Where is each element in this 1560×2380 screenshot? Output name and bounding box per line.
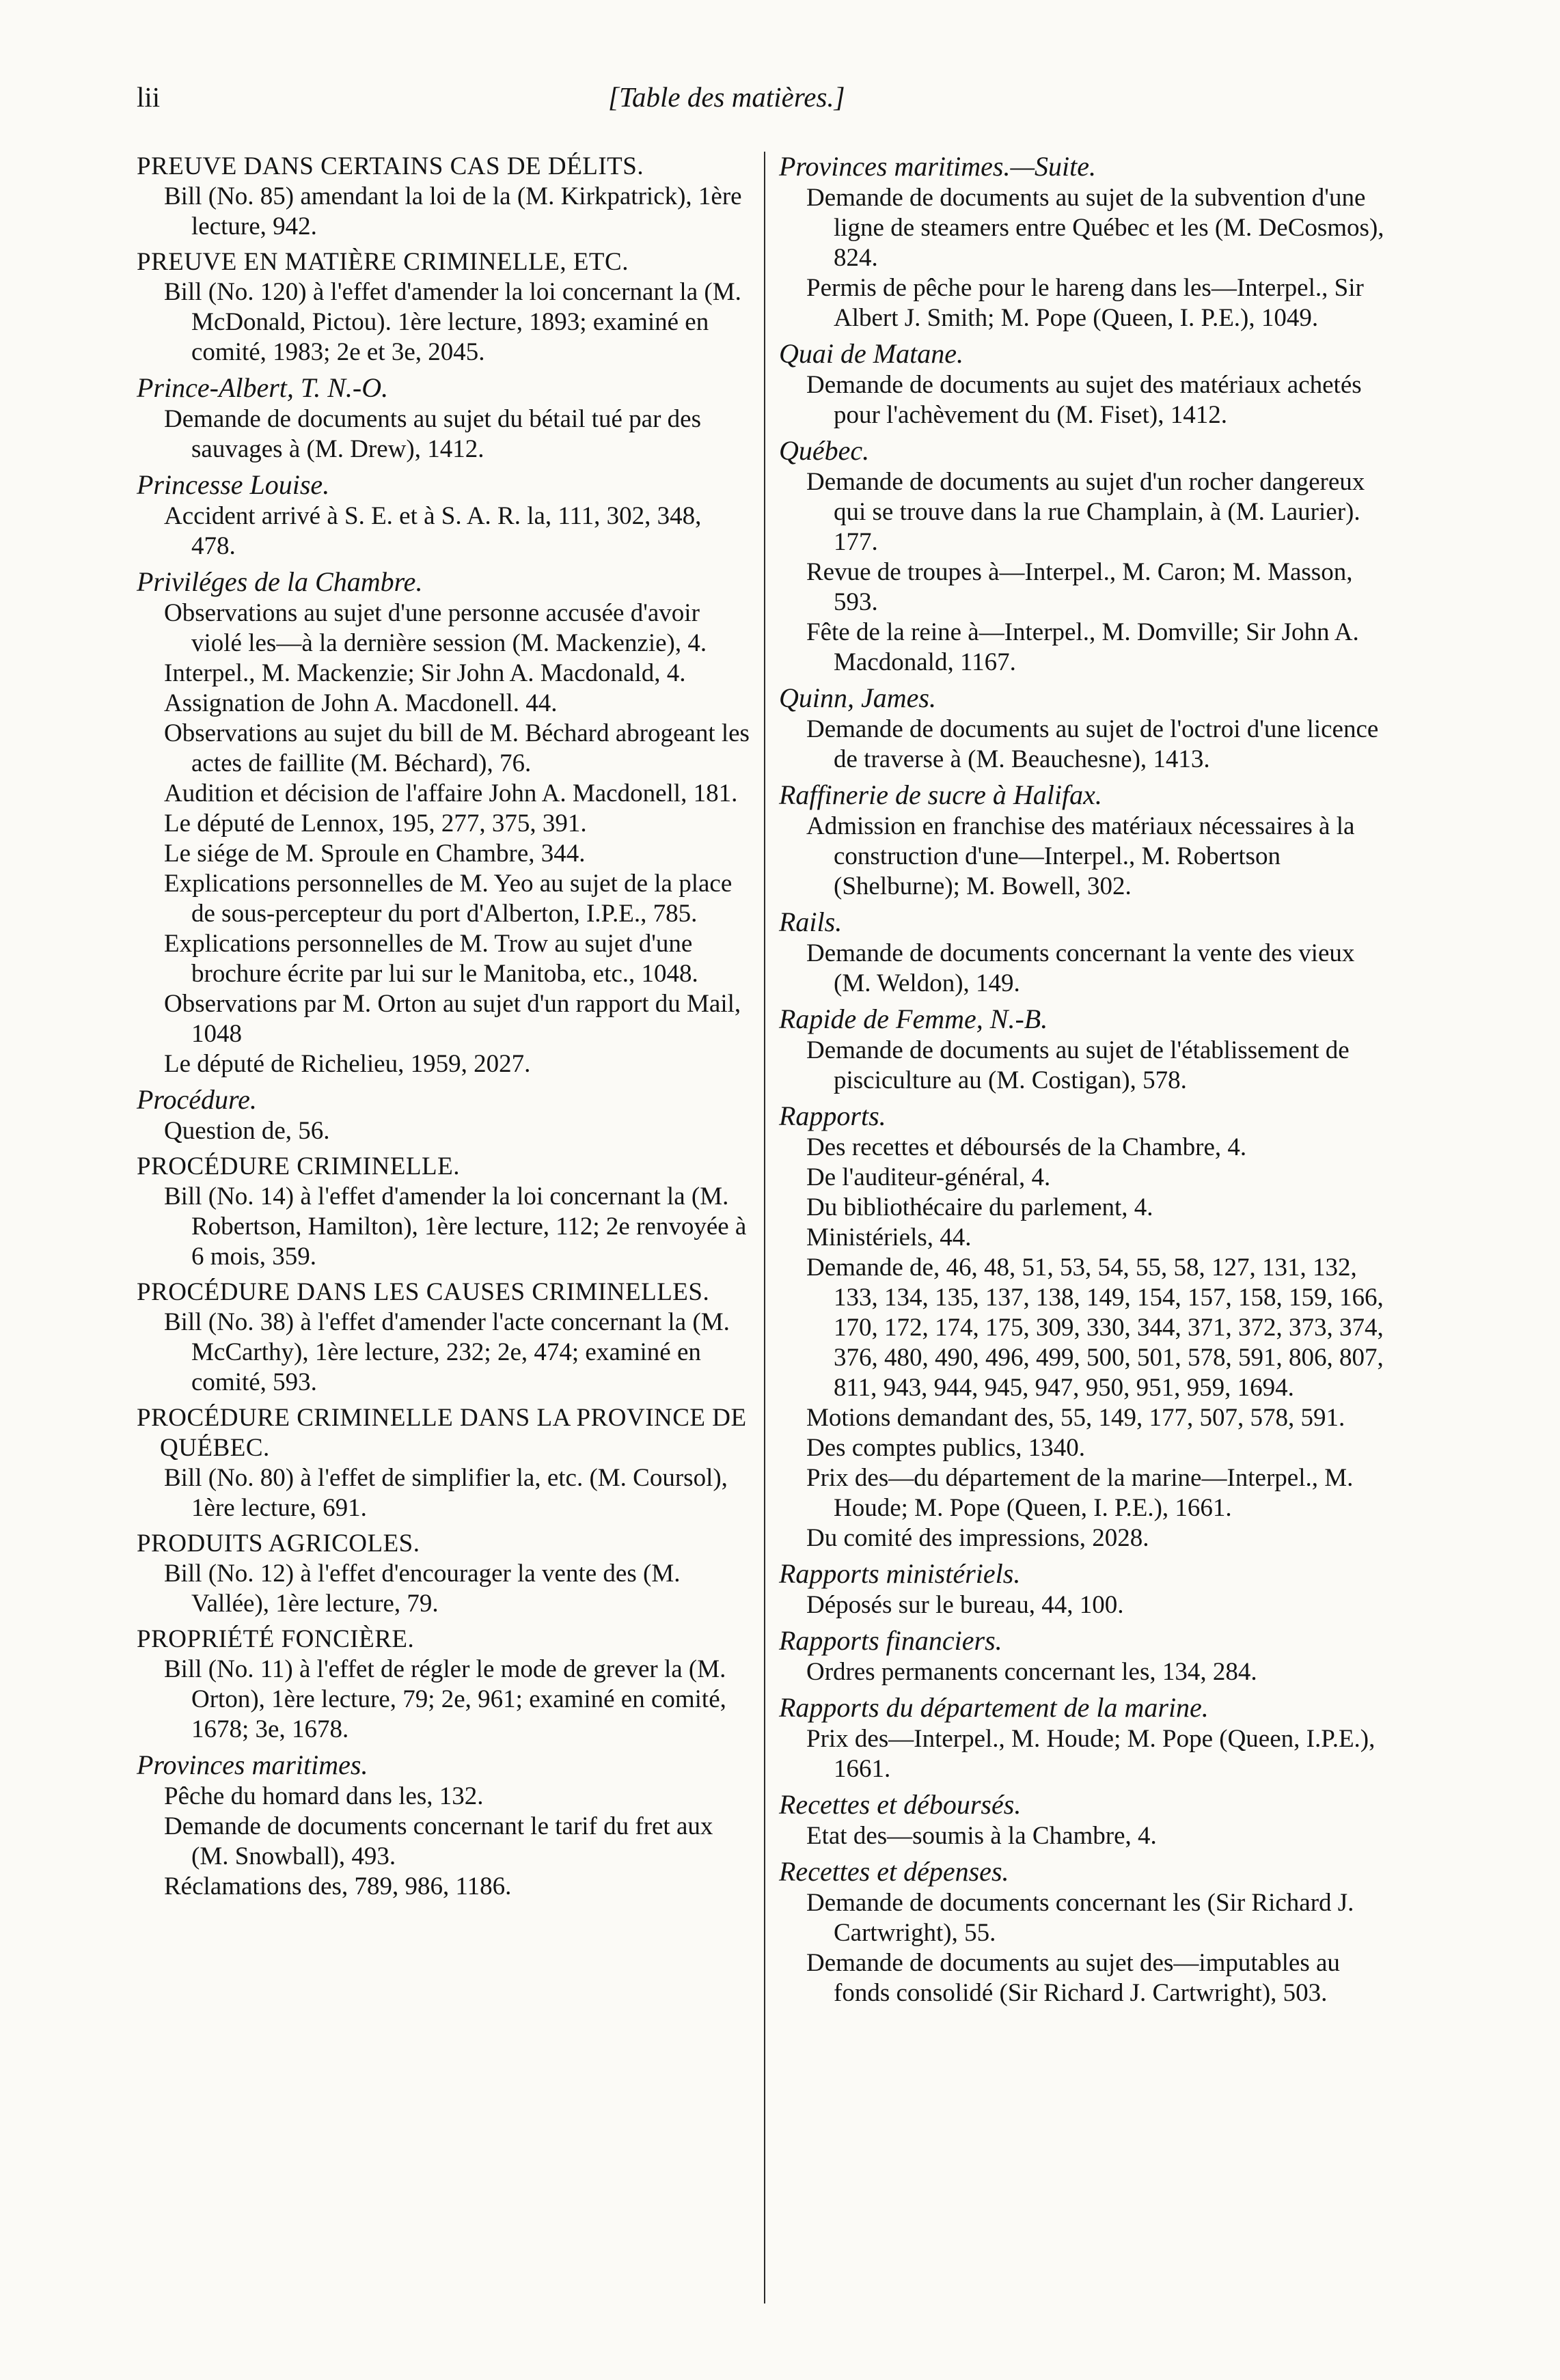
index-heading: Princesse Louise. [137, 469, 330, 500]
index-subentry: Prix des—Interpel., M. Houde; M. Pope (Queen, I.P.E.), 1661. [806, 1725, 1376, 1783]
index-entry [779, 1693, 1394, 1784]
index-heading: Recettes et dépenses. [779, 1856, 1009, 1887]
index-subentry: Demande de documents au sujet de l'octroi d'une licence de traverse à (M. Beauchesne), 1413. [806, 715, 1379, 773]
index-subentry: Des comptes publics, 1340. [806, 1434, 1085, 1462]
index-subentry: Observations au sujet du bill de M. Béchard abrogeant les actes de faillite (M. Béchard), 76. [164, 719, 750, 777]
index-subentry: Bill (No. 120) à l'effet d'amender la loi concernant la (M. McDonald, Pictou). 1ère lecture, 1893; examiné en comité, 1983; 2e et 3e, 2045. [164, 278, 741, 366]
index-subentry: Demande de documents concernant le tarif du fret aux (M. Snowball), 493. [164, 1812, 713, 1870]
index-entry [137, 373, 752, 465]
index-subentry: Interpel., M. Mackenzie; Sir John A. Macdonald, 4. [164, 659, 686, 687]
index-subentry: Motions demandant des, 55, 149, 177, 507, 578, 591. [806, 1404, 1345, 1432]
index-subentry: Bill (No. 11) à l'effet de régler le mode de grever la (M. Orton), 1ère lecture, 79; 2e, 961; examiné en comité, 1678; 3e, 1678. [164, 1655, 726, 1743]
index-heading: Rails. [779, 907, 843, 937]
index-column-left [137, 152, 752, 1907]
index-entry [779, 1004, 1394, 1096]
index-entry [779, 1790, 1394, 1851]
index-heading: Quai de Matane. [779, 338, 963, 369]
index-entry [137, 1529, 752, 1619]
index-subentry: Bill (No. 38) à l'effet d'amender l'acte concernant la (M. McCarthy), 1ère lecture, 232; 2e, 474; examiné en comité, 593. [164, 1308, 730, 1396]
index-subentry: Observations au sujet d'une personne accusée d'avoir violé les—à la dernière session (M. Mackenzie), 4. [164, 599, 707, 657]
index-heading: Raffinerie de sucre à Halifax. [779, 779, 1102, 810]
index-subentry: Etat des—soumis à la Chambre, 4. [806, 1822, 1157, 1850]
index-entry [137, 247, 752, 368]
index-entry [137, 1750, 752, 1902]
index-entry [137, 152, 752, 242]
index-subentry: Du comité des impressions, 2028. [806, 1524, 1149, 1552]
index-subentry: Demande de documents au sujet des matériaux achetés pour l'achèvement du (M. Fiset), 1412. [806, 371, 1362, 429]
index-subentry: Pêche du homard dans les, 132. [164, 1782, 484, 1810]
index-subentry: Fête de la reine à—Interpel., M. Domville; Sir John A. Macdonald, 1167. [806, 618, 1359, 676]
index-entry [779, 152, 1394, 333]
index-subentry: De l'auditeur-général, 4. [806, 1163, 1051, 1191]
index-heading: PROPRIÉTÉ FONCIÈRE. [137, 1625, 415, 1653]
index-subentry: Le député de Lennox, 195, 277, 375, 391. [164, 810, 587, 838]
index-subentry: Du bibliothécaire du parlement, 4. [806, 1193, 1153, 1221]
index-subentry: Ministériels, 44. [806, 1223, 972, 1251]
index-subentry: Explications personnelles de M. Yeo au sujet de la place de sous-percepteur du port d'Alberton, I.P.E., 785. [164, 870, 733, 928]
index-heading: Procédure. [137, 1084, 257, 1115]
index-heading: Rapports du département de la marine. [779, 1692, 1209, 1723]
index-subentry: Demande de documents au sujet de la subvention d'une ligne de steamers entre Québec et les (M. DeCosmos), 824. [806, 184, 1384, 272]
page-header [137, 81, 1423, 122]
index-subentry: Question de, 56. [164, 1117, 330, 1145]
index-heading: Priviléges de la Chambre. [137, 566, 423, 597]
index-heading: PREUVE EN MATIÈRE CRIMINELLE, ETC. [137, 248, 629, 276]
index-heading: Quinn, James. [779, 682, 936, 713]
index-entry [779, 1559, 1394, 1620]
index-subentry: Accident arrivé à S. E. et à S. A. R. la, 111, 302, 348, 478. [164, 502, 702, 560]
index-subentry: Ordres permanents concernant les, 134, 284. [806, 1658, 1257, 1686]
index-subentry: Permis de pêche pour le hareng dans les—Interpel., Sir Albert J. Smith; M. Pope (Queen, I. P.E.), 1049. [806, 274, 1364, 332]
index-subentry: Demande de documents concernant la vente des vieux (M. Weldon), 149. [806, 939, 1355, 997]
index-entry [137, 1152, 752, 1272]
page-number: lii [137, 81, 161, 113]
index-subentry: Bill (No. 85) amendant la loi de la (M. Kirkpatrick), 1ère lecture, 942. [164, 182, 742, 240]
index-heading: PROCÉDURE CRIMINELLE. [137, 1152, 460, 1180]
index-subentry: Bill (No. 12) à l'effet d'encourager la vente des (M. Vallée), 1ère lecture, 79. [164, 1560, 681, 1618]
index-subentry: Observations par M. Orton au sujet d'un rapport du Mail, 1048 [164, 990, 741, 1048]
index-subentry: Le siége de M. Sproule en Chambre, 344. [164, 840, 586, 868]
index-entry [137, 1085, 752, 1146]
index-column-right [779, 152, 1394, 2014]
index-subentry: Déposés sur le bureau, 44, 100. [806, 1591, 1124, 1619]
index-entry [779, 683, 1394, 775]
index-heading: Provinces maritimes.—Suite. [779, 151, 1097, 182]
index-entry [137, 1403, 752, 1523]
index-subentry: Revue de troupes à—Interpel., M. Caron; M. Masson, 593. [806, 558, 1353, 616]
index-heading: Rapide de Femme, N.-B. [779, 1004, 1048, 1034]
index-entry [779, 907, 1394, 999]
index-subentry: Demande de documents au sujet de l'établissement de pisciculture au (M. Costigan), 578. [806, 1036, 1350, 1094]
index-heading: Recettes et déboursés. [779, 1789, 1022, 1820]
index-entry [779, 1101, 1394, 1553]
index-heading: Provinces maritimes. [137, 1749, 368, 1780]
index-subentry: Audition et décision de l'affaire John A. Macdonell, 181. [164, 779, 738, 807]
index-entry [779, 339, 1394, 430]
index-heading: PREUVE DANS CERTAINS CAS DE DÉLITS. [137, 152, 644, 180]
running-title: [Table des matières.] [608, 81, 845, 113]
index-entry [137, 1277, 752, 1398]
index-subentry: Demande de documents au sujet d'un rocher dangereux qui se trouve dans la rue Champlain, à (M. Laurier). 177. [806, 468, 1365, 556]
index-entry [779, 1626, 1394, 1687]
index-subentry: Le député de Richelieu, 1959, 2027. [164, 1050, 531, 1078]
index-subentry: Prix des—du département de la marine—Interpel., M. Houde; M. Pope (Queen, I. P.E.), 1661. [806, 1464, 1354, 1522]
index-entry [779, 780, 1394, 902]
index-subentry: Demande de documents au sujet des—imputables au fonds consolidé (Sir Richard J. Cartwright), 503. [806, 1949, 1340, 2007]
index-subentry: Admission en franchise des matériaux nécessaires à la construction d'une—Interpel., M. Robertson (Shelburne); M. Bowell, 302. [806, 812, 1355, 900]
column-divider [764, 152, 765, 2303]
index-heading: Prince-Albert, T. N.-O. [137, 372, 389, 403]
index-heading: Rapports financiers. [779, 1625, 1002, 1656]
index-subentry: Des recettes et déboursés de la Chambre, 4. [806, 1133, 1247, 1161]
index-heading: Rapports. [779, 1101, 886, 1131]
index-subentry: Assignation de John A. Macdonell. 44. [164, 689, 558, 717]
index-heading: PRODUITS AGRICOLES. [137, 1530, 420, 1558]
index-heading: Québec. [779, 435, 870, 466]
index-entry [779, 1857, 1394, 2008]
index-subentry: Demande de documents concernant les (Sir Richard J. Cartwright), 55. [806, 1889, 1354, 1947]
index-entry [779, 436, 1394, 678]
index-subentry: Demande de, 46, 48, 51, 53, 54, 55, 58, 127, 131, 132, 133, 134, 135, 137, 138, 149, 154, 157, 158, 159, 166, 170, 172, 174, 175, 309, 330, 344, 371, 372, 373, 374, 376, 480, 490, 496, 499, 500, 501, 578, 591, 806, 807, 811, 943, 944, 945, 947, 950, 951, 959, 1694. [806, 1254, 1384, 1402]
index-subentry: Bill (No. 80) à l'effet de simplifier la, etc. (M. Coursol), 1ère lecture, 691. [164, 1464, 728, 1522]
index-heading: PROCÉDURE CRIMINELLE DANS LA PROVINCE DE QUÉBEC. [137, 1404, 747, 1462]
index-subentry: Bill (No. 14) à l'effet d'amender la loi concernant la (M. Robertson, Hamilton), 1ère lecture, 112; 2e renvoyée à 6 mois, 359. [164, 1182, 747, 1271]
index-heading: Rapports ministériels. [779, 1558, 1021, 1589]
index-heading: PROCÉDURE DANS LES CAUSES CRIMINELLES. [137, 1278, 710, 1306]
index-entry [137, 567, 752, 1079]
index-entry [137, 1624, 752, 1745]
index-entry [137, 470, 752, 562]
index-subentry: Réclamations des, 789, 986, 1186. [164, 1872, 512, 1900]
index-subentry: Explications personnelles de M. Trow au sujet d'une brochure écrite par lui sur le Manitoba, etc., 1048. [164, 930, 698, 988]
index-subentry: Demande de documents au sujet du bétail tué par des sauvages à (M. Drew), 1412. [164, 405, 701, 463]
